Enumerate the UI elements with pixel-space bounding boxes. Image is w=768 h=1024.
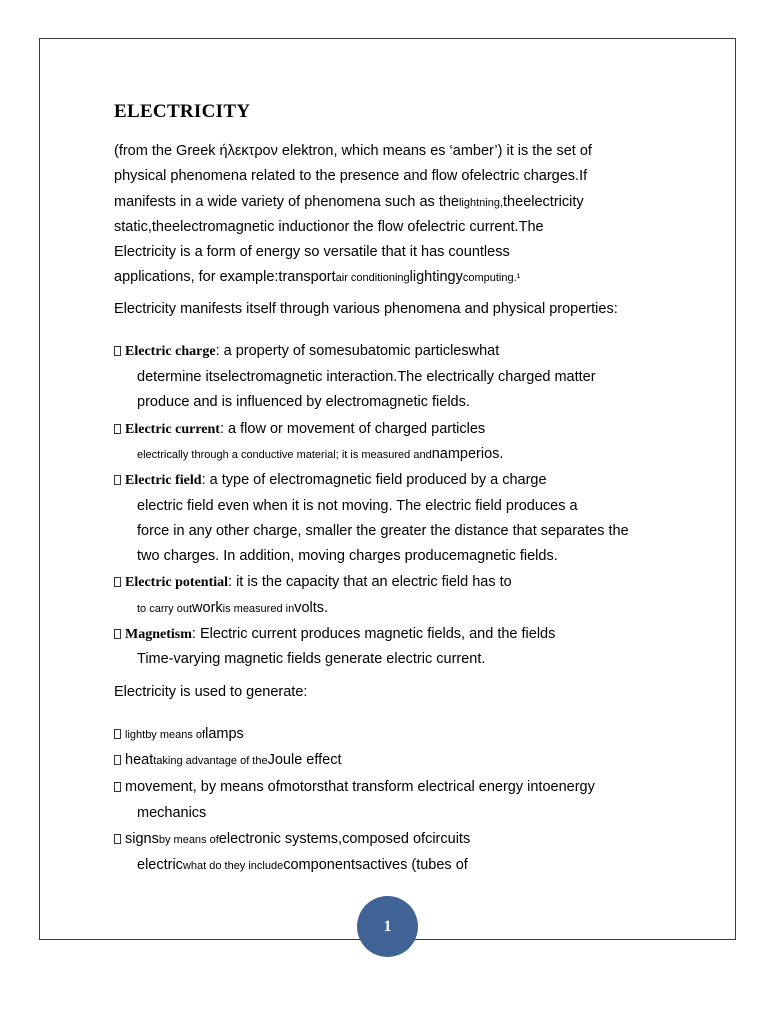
property-term: Electric potential — [125, 575, 229, 590]
text-run: by means of — [145, 729, 206, 741]
property-text — [137, 393, 470, 411]
property-item-charge — [114, 342, 499, 361]
text-run: heat — [125, 752, 154, 768]
text-run: lightingy — [409, 269, 463, 285]
property-item-current — [114, 420, 485, 439]
use-text — [125, 726, 244, 742]
use-text — [137, 804, 206, 822]
property-text — [137, 650, 485, 668]
property-term: Electric current — [125, 422, 220, 437]
text-run: what do they include — [182, 860, 284, 872]
text-run: two charges. In addition, moving charges producemagnetic fields. — [137, 548, 558, 564]
text-run: Joule effect — [267, 752, 342, 768]
property-item-magnetism — [114, 625, 555, 644]
text-run: volts. — [294, 600, 329, 616]
bullet-box-icon — [114, 346, 121, 356]
use-text — [137, 856, 468, 875]
page-number-badge: 1 — [357, 896, 418, 957]
text-run: lamps — [205, 726, 244, 742]
property-item-field — [114, 471, 547, 490]
bullet-box-icon — [114, 629, 121, 639]
intro-line — [114, 218, 544, 236]
property-text — [137, 547, 558, 565]
text-run: electronic systems,composed ofcircuits — [218, 831, 471, 847]
text-run: work — [192, 600, 223, 616]
text-run: signs — [125, 831, 159, 847]
text-run: by means of — [158, 834, 219, 846]
text-run: : it is the capacity that an electric field has to — [228, 574, 512, 590]
property-text — [137, 497, 578, 515]
bullet-box-icon — [114, 782, 121, 792]
intro-line — [114, 142, 592, 160]
used-to-sentence: Electricity is used to generate: — [114, 684, 308, 700]
intro-line — [114, 243, 510, 261]
document-title: ELECTRICITY — [114, 101, 251, 122]
text-run: (from the Greek ήλεκτρον elektron, which means es ‘amber’) it is the set of — [114, 143, 592, 159]
text-run: electrically through a conductive material; it is measured and — [137, 449, 432, 461]
text-run: : a type of electromagnetic field produced by a charge — [201, 472, 547, 488]
bullet-box-icon — [114, 475, 121, 485]
text-run: determine itselectromagnetic interaction.The electrically charged matter — [137, 369, 596, 385]
use-item-heat — [114, 751, 342, 770]
use-text — [125, 779, 595, 795]
text-run: : a property of somesubatomic particleswhat — [215, 343, 500, 359]
property-term: Electric charge — [125, 344, 216, 359]
text-run: : Electric current produces magnetic fields, and the fields — [191, 626, 556, 642]
text-run: physical phenomena related to the presence and flow ofelectric charges.If — [114, 168, 588, 184]
text-run: : a flow or movement of charged particles — [219, 421, 486, 437]
text-run: Time-varying magnetic fields generate electric current. — [137, 651, 486, 667]
text-run: air conditioning — [335, 272, 410, 284]
text-run: theelectricity — [503, 194, 584, 210]
use-item-light — [114, 725, 244, 744]
use-item-signs — [114, 830, 470, 849]
text-run: is measured in — [222, 603, 295, 615]
text-run: Electricity is a form of energy so versatile that it has countless — [114, 244, 510, 260]
bullet-box-icon — [114, 834, 121, 844]
use-text — [125, 831, 470, 847]
use-text — [125, 752, 342, 768]
intro-line — [114, 167, 587, 185]
property-text — [202, 472, 547, 488]
intro-line — [114, 193, 584, 212]
intro-line — [114, 268, 520, 287]
text-run: force in any other charge, smaller the greater the distance that separates the — [137, 523, 629, 539]
text-run: movement, by means ofmotorsthat transform electrical energy intoenergy — [125, 779, 595, 795]
use-item-movement — [114, 778, 595, 796]
property-text — [137, 522, 629, 540]
property-text — [137, 599, 328, 618]
text-run: electric field even when it is not moving. The electric field produces a — [137, 498, 578, 514]
property-text — [192, 626, 555, 642]
text-run: taking advantage of the — [153, 755, 268, 767]
bullet-box-icon — [114, 755, 121, 765]
text-run: componentsactives (tubes of — [283, 857, 468, 873]
text-run: computing.¹ — [462, 272, 521, 284]
bullet-box-icon — [114, 729, 121, 739]
text-run: static,theelectromagnetic inductionor the flow ofelectric current.The — [114, 219, 544, 235]
property-text — [137, 368, 596, 386]
text-run: to carry out — [137, 603, 193, 615]
text-run: applications, for example:transport — [114, 269, 336, 285]
text-run: namperios. — [431, 446, 504, 462]
property-item-potential — [114, 573, 512, 592]
property-term: Electric field — [125, 473, 202, 488]
property-term: Magnetism — [125, 627, 192, 642]
property-text — [220, 421, 485, 437]
text-run: lightning, — [458, 197, 504, 209]
property-text — [216, 343, 500, 359]
property-text — [137, 445, 503, 464]
text-run: electric — [137, 857, 183, 873]
text-run: manifests in a wide variety of phenomena such as the — [114, 194, 459, 210]
text-run: produce and is influenced by electromagnetic fields. — [137, 394, 470, 410]
property-text — [228, 574, 512, 590]
text-run: light — [125, 729, 146, 741]
text-run: mechanics — [137, 805, 207, 821]
bullet-box-icon — [114, 424, 121, 434]
bullet-box-icon — [114, 577, 121, 587]
manifests-sentence: Electricity manifests itself through various phenomena and physical properties: — [114, 301, 618, 317]
